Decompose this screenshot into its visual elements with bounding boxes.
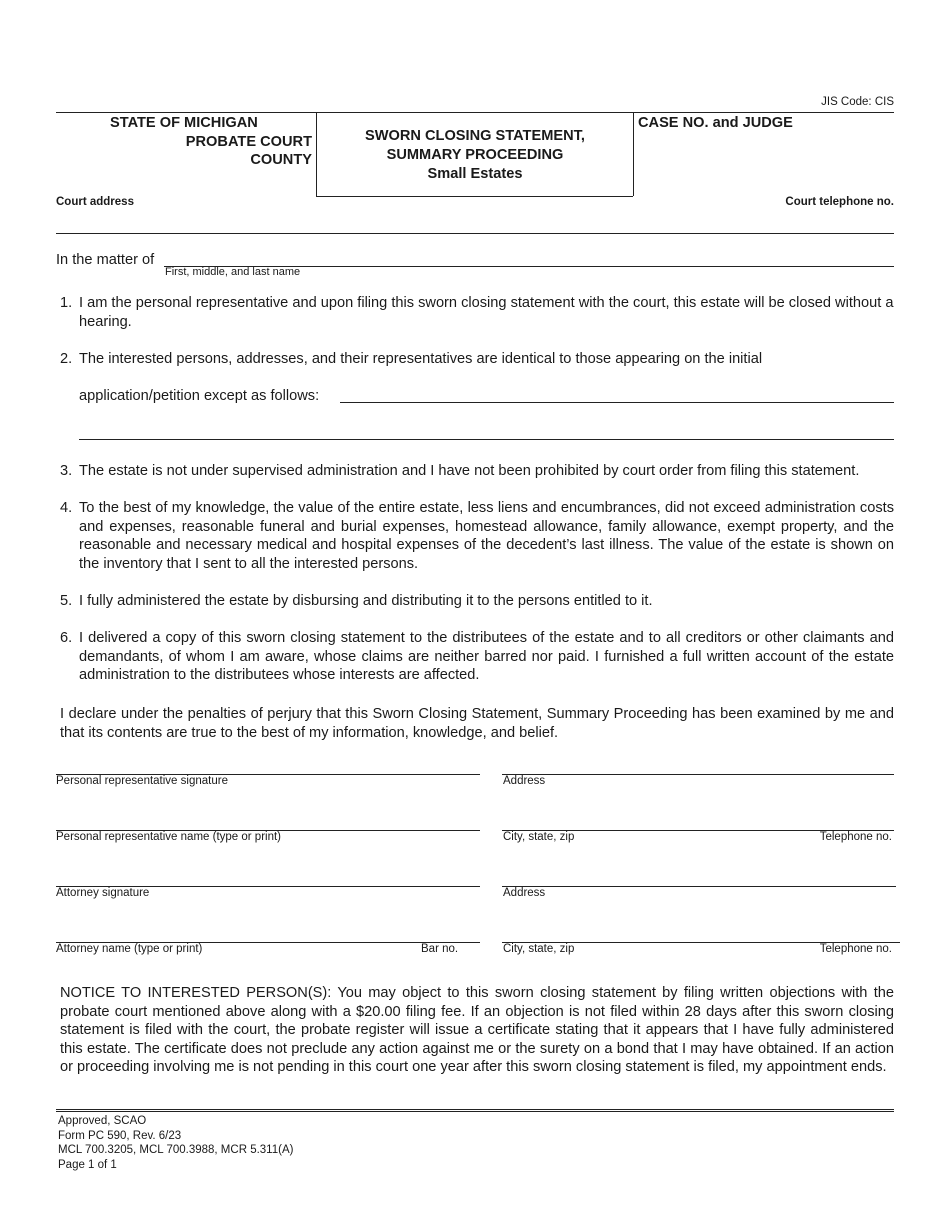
item-text: To the best of my knowledge, the value of the entire estate, less liens and encumbrances, did not exceed administration costs and expenses, reasonable funeral and burial expenses, homestead allowance, family allowance, exempt property, and the reasonable and necessary medical and hospital expenses of the decedent’s last illness. The value of the estate is shown on the inventory that I sent to all the interested persons. [79, 500, 894, 572]
matter-sublabel: First, middle, and last name [165, 266, 301, 278]
item-4 [60, 499, 894, 573]
header-title-bottom-rule [316, 196, 633, 197]
notice: NOTICE TO INTERESTED PERSON(S): You may object to this sworn closing statement by filing written objections with the probate court mentioned above along with a $20.00 filing fee. If an objection is not filed within 28 days after this sworn closing statement is filed with the court, the probate register will issue a certificate stating that it appears that I have fully administered this estate. The certificate does not preclude any action against me or the surety on a bond that I may have obtained. If an action or proceeding involving me is not pending in this court one year after this sworn closing statement is filed, my appointment ends. [60, 985, 894, 1075]
header-top-rule [56, 112, 894, 113]
item-text: I fully administered the estate by disbursing and distributing it to the persons entitled to it. [79, 593, 653, 609]
item-6 [60, 629, 894, 685]
item-5 [60, 592, 894, 611]
matter-label: In the matter of [56, 252, 155, 268]
form-title-line1: SWORN CLOSING STATEMENT, [365, 128, 585, 144]
form-title-line3: Small Estates [427, 166, 523, 182]
county-label: COUNTY [250, 152, 312, 168]
bar-no-label: Bar no. [421, 943, 459, 955]
declaration: I declare under the penalties of perjury that this Sworn Closing Statement, Summary Proceeding has been examined by me and that its contents are true to the best of my information, knowledge, and belief. [60, 706, 894, 741]
pr-signature-label: Personal representative signature [56, 775, 228, 787]
pr-name-label: Personal representative name (type or print) [56, 831, 281, 843]
state-label: STATE OF MICHIGAN [110, 115, 258, 131]
jis-code: JIS Code: CIS [821, 96, 894, 108]
form-title [317, 127, 633, 184]
item-2 [60, 350, 894, 369]
court-address-rule [56, 233, 894, 234]
item-number: 2. [60, 351, 73, 367]
case-no-label: CASE NO. and JUDGE [638, 115, 793, 131]
item-number: 5. [60, 593, 73, 609]
court-address-label: Court address [56, 196, 134, 208]
item-number: 1. [60, 295, 73, 311]
item-text: The estate is not under supervised administration and I have not been prohibited by court order from filing this statement. [79, 463, 860, 479]
city1-label: City, state, zip [503, 831, 575, 843]
court-phone-label: Court telephone no. [785, 196, 894, 208]
item-number: 6. [60, 630, 73, 646]
address2-line[interactable] [502, 886, 896, 887]
phone1-label: Telephone no. [819, 831, 892, 843]
footer-approved: Approved, SCAO [58, 1115, 147, 1127]
address1-line[interactable] [502, 774, 894, 775]
header-divider-right [633, 112, 634, 196]
item-text: The interested persons, addresses, and their representatives are identical to those appearing on the initial [79, 351, 763, 367]
city2-label: City, state, zip [503, 943, 575, 955]
phone2-label: Telephone no. [819, 943, 892, 955]
item-text: I delivered a copy of this sworn closing statement to the distributees of the estate and to all creditors or other claimants and demandants, of whom I am aware, whose claims are neither barred nor paid. I furnished a full written account of the estate administration to the distributees whose interests are affected. [79, 630, 894, 683]
item-number: 4. [60, 500, 73, 516]
item-2-continuation: application/petition except as follows: [79, 388, 320, 404]
exceptions-line-2[interactable] [79, 439, 894, 440]
item-number: 3. [60, 463, 73, 479]
footer-form: Form PC 590, Rev. 6/23 [58, 1129, 182, 1142]
footer-rule-2 [56, 1111, 894, 1112]
court-label: PROBATE COURT [185, 134, 312, 150]
item-text: I am the personal representative and upon filing this sworn closing statement with the court, this estate will be closed without a hearing. [79, 295, 894, 330]
footer-mcl: MCL 700.3205, MCL 700.3988, MCR 5.311(A) [58, 1144, 294, 1157]
item-1 [60, 294, 894, 331]
footer-rule-1 [56, 1109, 894, 1110]
address1-label: Address [503, 775, 546, 787]
item-3 [60, 462, 894, 481]
atty-signature-label: Attorney signature [56, 887, 150, 899]
atty-name-label: Attorney name (type or print) [56, 943, 203, 955]
footer [58, 1114, 293, 1172]
form-title-line2: SUMMARY PROCEEDING [386, 147, 564, 163]
footer-page: Page 1 of 1 [58, 1158, 117, 1171]
exceptions-line-1[interactable] [340, 402, 894, 403]
address2-label: Address [503, 887, 546, 899]
